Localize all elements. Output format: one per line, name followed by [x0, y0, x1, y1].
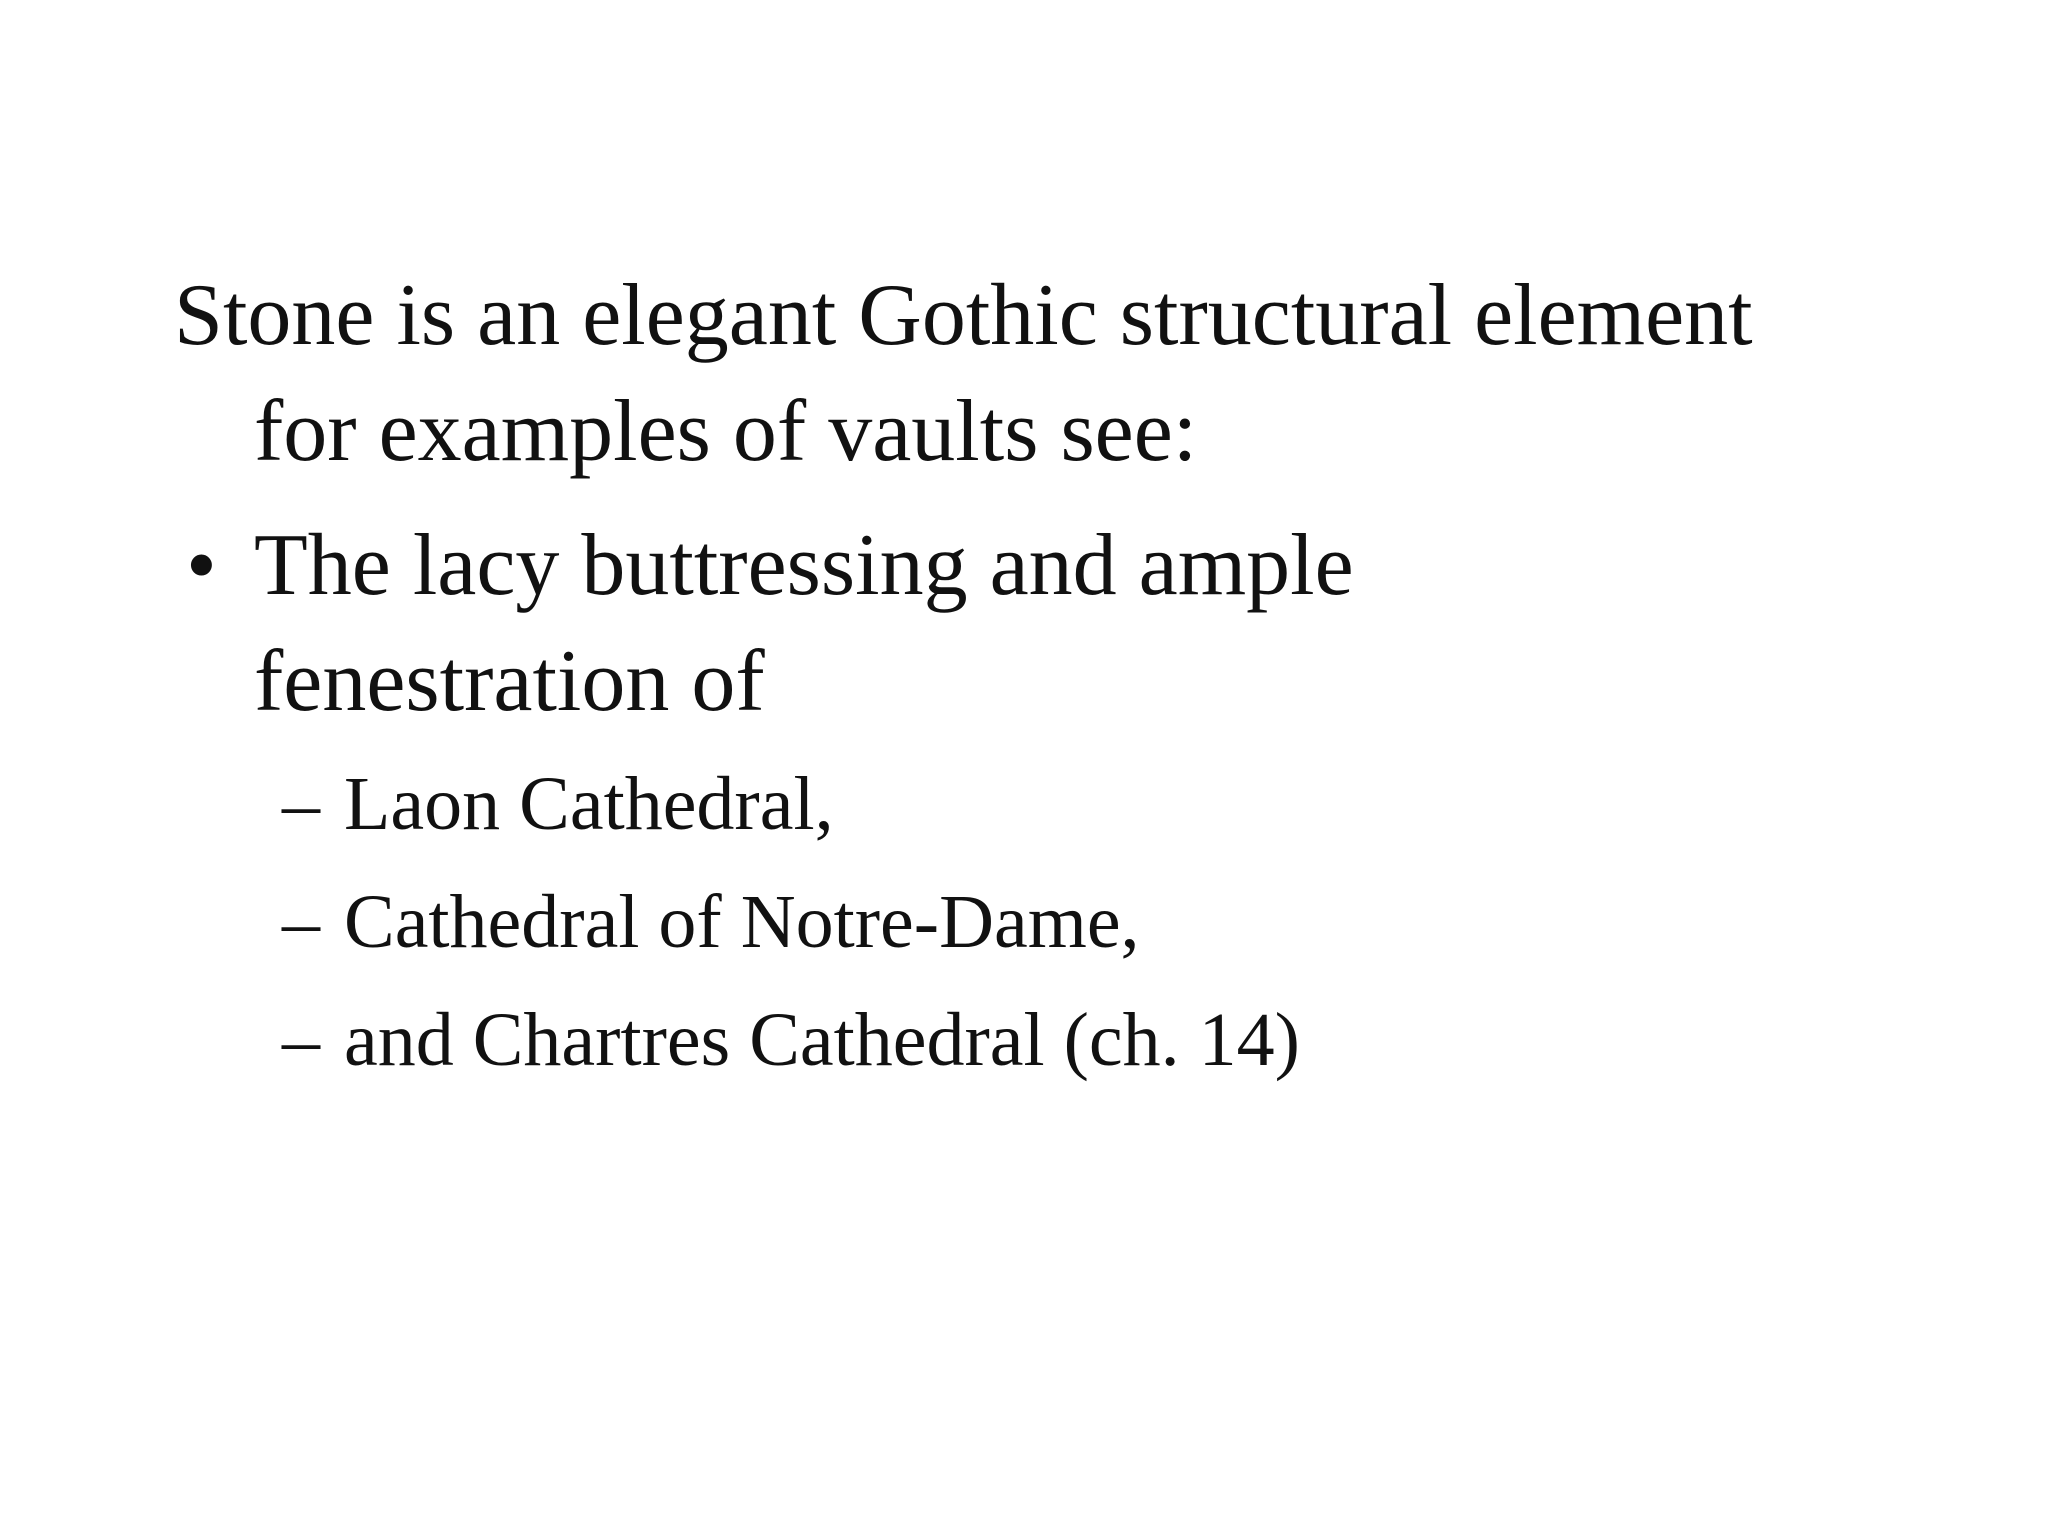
dash-marker: –: [282, 998, 320, 1082]
list-item-chartres: [282, 990, 1782, 1108]
list-item-text: Laon Cathedral,: [344, 762, 834, 846]
dash-marker: –: [282, 762, 320, 846]
bullet-marker: •: [186, 517, 217, 614]
bullet-item: [174, 508, 1774, 740]
list-item-laon: [282, 754, 1782, 872]
list-item-notre-dame: [282, 872, 1782, 990]
intro-paragraph: Stone is an elegant Gothic structural element for examples of vaults see:: [174, 267, 1753, 480]
list-item-text: Cathedral of Notre-Dame,: [344, 880, 1140, 964]
bullet-text: The lacy buttressing and ample fenestration of: [254, 517, 1354, 730]
dash-marker: –: [282, 880, 320, 964]
cathedral-list: [282, 754, 1782, 1108]
list-item-text: and Chartres Cathedral (ch. 14): [344, 998, 1300, 1082]
